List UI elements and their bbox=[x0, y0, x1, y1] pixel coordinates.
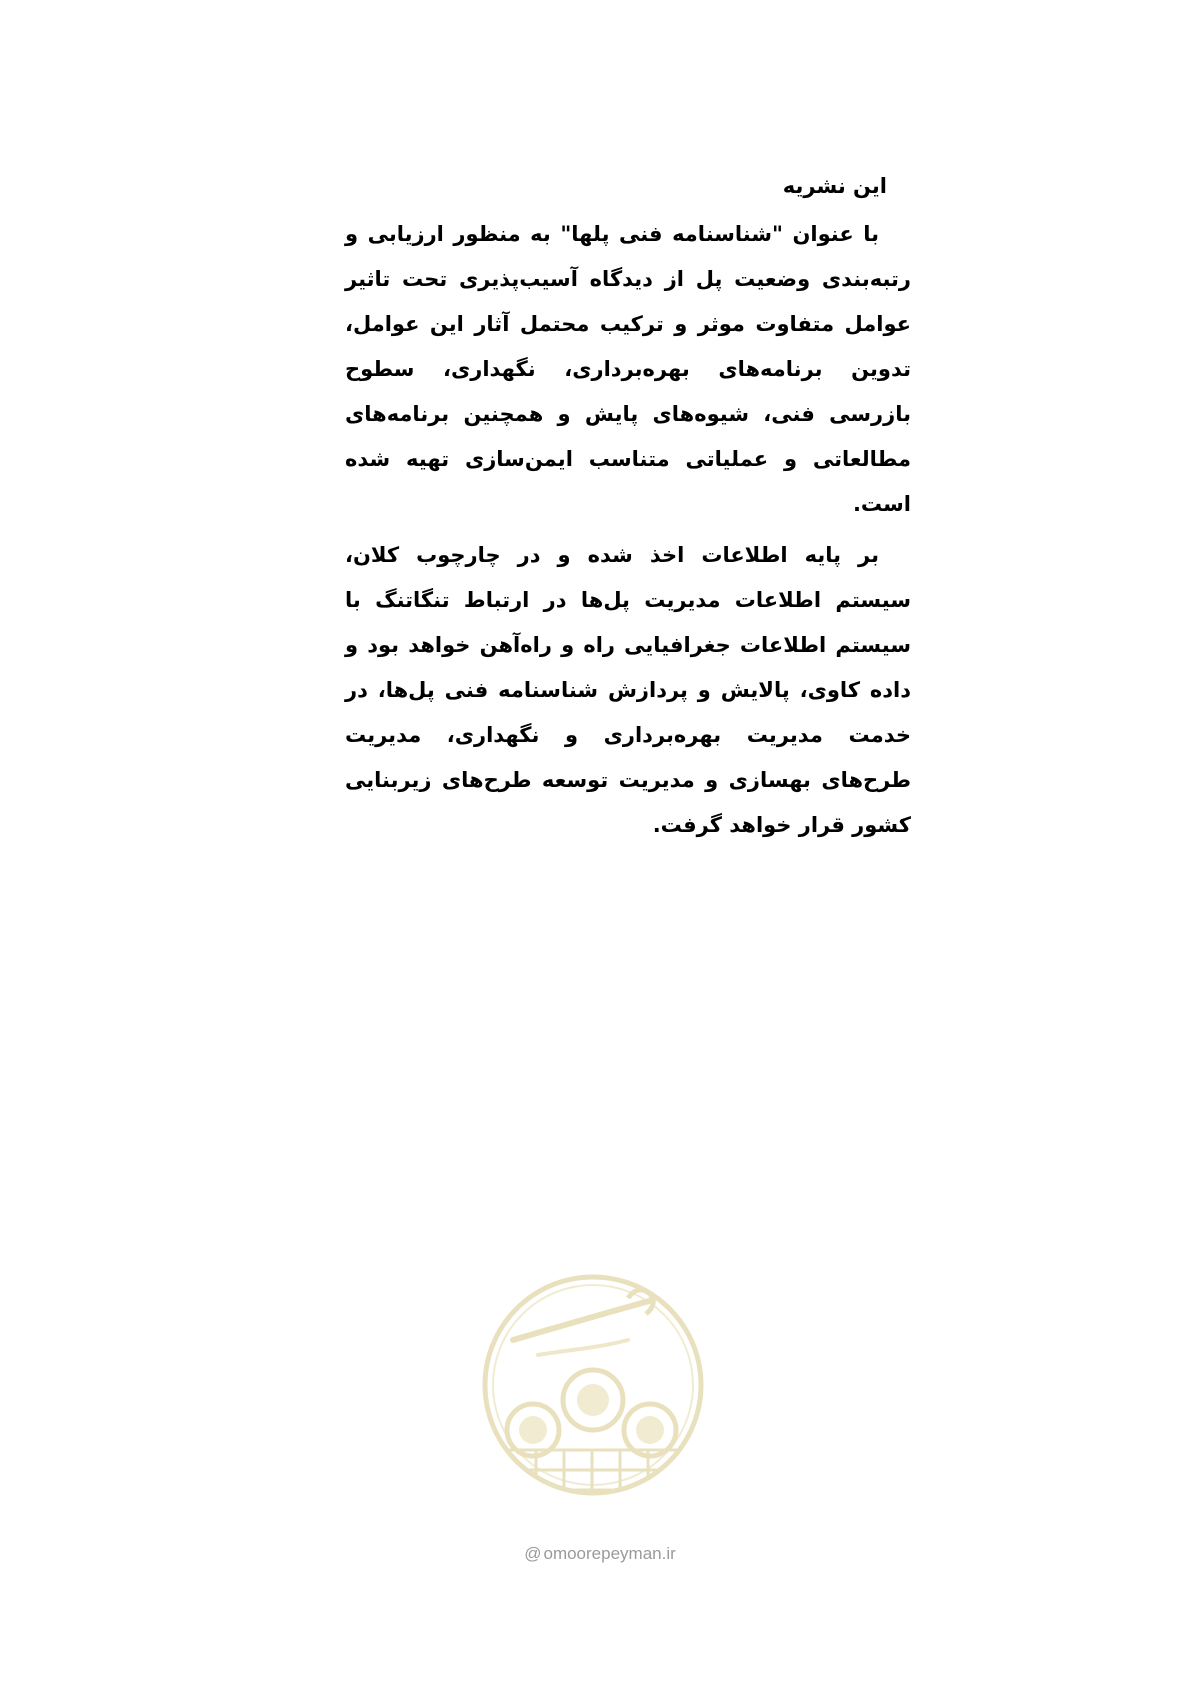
watermark-logo bbox=[478, 1270, 708, 1530]
watermark-url-text: omoorepeyman.ir bbox=[543, 1544, 676, 1563]
paragraph-1: با عنوان "شناسنامه فنی پلها" به منظور ارزیابی و رتبه‌بندی وضعیت پل از دیدگاه آسیب‌پذیری تحت تاثیر عوامل متفاوت موثر و ترکیب محتمل آثار این عوامل، تدوین برنامه‌های بهره‌برداری، نگهداری، سطوح بازرسی فنی، شیوه‌های پایش و همچنین برنامه‌های مطالعاتی و عملیاتی متناسب ایمن‌سازی تهیه شده است. bbox=[345, 222, 911, 516]
at-icon: @ bbox=[524, 1544, 542, 1563]
paragraph-2: بر پایه اطلاعات اخذ شده و در چارچوب کلان، سیستم اطلاعات مدیریت پل‌ها در ارتباط تنگاتنگ با سیستم اطلاعات جغرافیایی راه و راه‌آهن خواهد بود و داده کاوی، پالایش و پردازش شناسنامه فنی پل‌ها، در خدمت مدیریت بهره‌برداری و نگهداری، مدیریت طرح‌های بهسازی و مدیریت توسعه طرح‌های زیربنایی کشور قرار خواهد گرفت. bbox=[345, 543, 911, 837]
document-body bbox=[345, 168, 911, 848]
watermark-url bbox=[500, 1544, 700, 1564]
document-heading: این نشریه bbox=[782, 174, 887, 198]
